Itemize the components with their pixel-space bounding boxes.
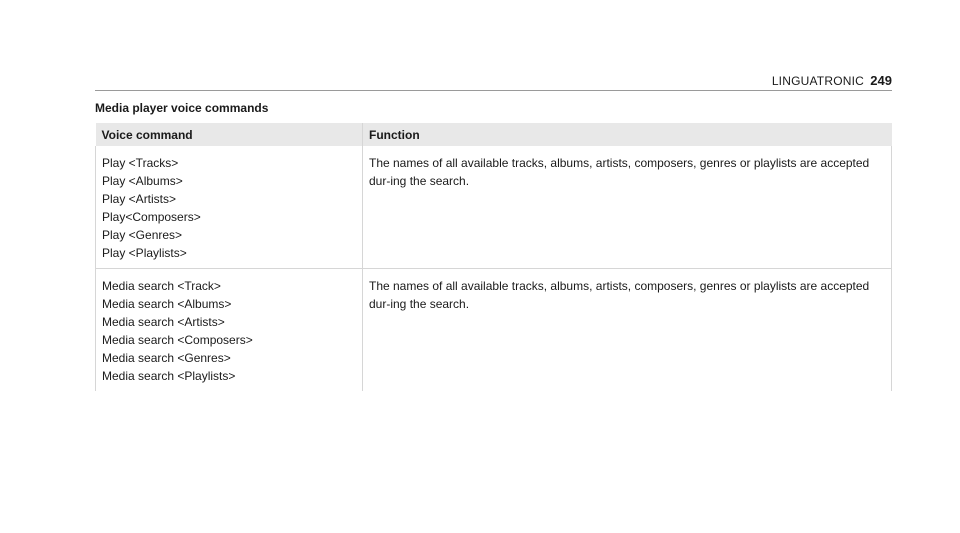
page-number: 249 <box>870 73 892 88</box>
table-header-row <box>96 123 892 146</box>
voice-command: Play <Albums> <box>102 174 183 188</box>
page-header <box>95 70 892 91</box>
voice-command: Play<Composers> <box>102 210 201 224</box>
section-name: LINGUATRONIC <box>771 74 864 88</box>
voice-command-cell <box>96 146 363 269</box>
section-title: Media player voice commands <box>95 101 269 115</box>
voice-command: Play <Tracks> <box>102 156 179 170</box>
voice-command: Media search <Composers> <box>102 333 253 347</box>
voice-command: Play <Artists> <box>102 192 177 206</box>
voice-command: Media search <Albums> <box>102 297 232 311</box>
column-header-voice-command: Voice command <box>96 123 363 146</box>
voice-command: Media search <Playlists> <box>102 369 236 383</box>
voice-command: Media search <Artists> <box>102 315 225 329</box>
column-header-function: Function <box>363 123 892 146</box>
voice-command-cell <box>96 269 363 392</box>
table-row <box>96 146 892 269</box>
voice-command: Media search <Track> <box>102 279 221 293</box>
function-description: The names of all available tracks, albums, artists, composers, genres or playlists are accepted dur-ing the search. <box>363 269 892 392</box>
voice-commands-table <box>95 123 892 391</box>
voice-command: Media search <Genres> <box>102 351 231 365</box>
function-description: The names of all available tracks, albums, artists, composers, genres or playlists are accepted dur-ing the search. <box>363 146 892 269</box>
voice-command: Play <Playlists> <box>102 246 187 260</box>
table-row <box>96 269 892 392</box>
voice-command: Play <Genres> <box>102 228 183 242</box>
